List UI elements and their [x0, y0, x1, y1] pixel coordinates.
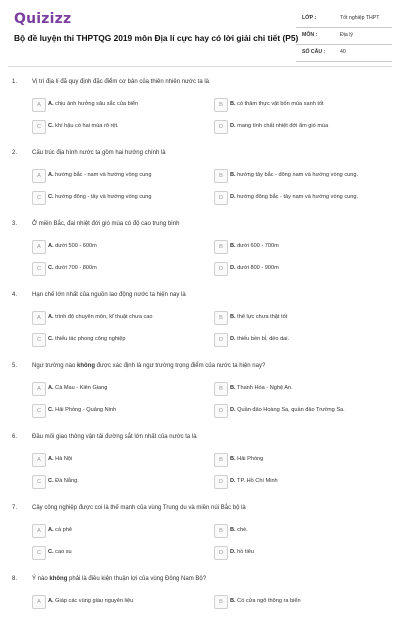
- option-d[interactable]: [214, 546, 384, 560]
- option-letter-badge: D: [214, 475, 228, 489]
- question-text: [32, 292, 382, 298]
- option-text: [48, 478, 220, 484]
- question-2: [0, 147, 400, 218]
- option-body: Thanh Hóa - Nghệ An.: [237, 385, 293, 391]
- question-text: [32, 434, 382, 440]
- question-6: [0, 431, 400, 502]
- option-letter: D.: [230, 265, 236, 271]
- option-body: có thảm thực vật bốn mùa xanh tốt: [237, 101, 324, 107]
- question-number: 2.: [12, 150, 18, 156]
- option-text: [48, 598, 220, 604]
- option-a[interactable]: [32, 169, 202, 183]
- option-body: dưới 700 - 800m: [55, 265, 97, 271]
- question-number: 4.: [12, 292, 18, 298]
- meta-value: 40: [340, 49, 346, 55]
- option-letter-badge: B: [214, 524, 228, 538]
- option-text: [230, 598, 400, 604]
- option-body: mang tính chất nhiệt đới ẩm gió mùa: [237, 123, 329, 129]
- option-c[interactable]: [32, 262, 202, 276]
- option-letter-badge: A: [32, 169, 46, 183]
- option-text: [48, 385, 220, 391]
- option-text: [48, 314, 220, 320]
- option-text: [230, 478, 400, 484]
- meta-value: Tốt nghiệp THPT: [340, 15, 380, 21]
- option-text: [230, 314, 400, 320]
- option-body: hướng đông bắc - tây nam và hướng vòng cung.: [237, 194, 359, 200]
- option-letter: D.: [230, 407, 236, 413]
- meta-label: MÔN :: [302, 32, 318, 38]
- option-body: Hải Phòng - Quảng Ninh: [55, 407, 117, 413]
- worksheet-meta: [296, 12, 392, 63]
- quizizz-logo: Quizizz: [14, 11, 72, 27]
- worksheet-title: Bộ đề luyện thi THPTQG 2019 môn Địa lí cực hay có lời giải chi tiết (P5): [14, 33, 299, 43]
- question-text: [32, 576, 382, 582]
- option-body: cà phê: [55, 527, 72, 533]
- question-emphasis: không: [77, 363, 95, 369]
- question-number: 1.: [12, 79, 18, 85]
- question-number: 6.: [12, 434, 18, 440]
- option-letter: B.: [230, 243, 236, 249]
- option-letter: C.: [48, 336, 54, 342]
- option-letter-badge: B: [214, 240, 228, 254]
- option-letter-badge: A: [32, 595, 46, 609]
- meta-row-subject: [296, 29, 392, 45]
- option-letter-badge: C: [32, 546, 46, 560]
- option-letter-badge: C: [32, 191, 46, 205]
- option-letter-badge: C: [32, 404, 46, 418]
- option-c[interactable]: [32, 546, 202, 560]
- option-letter-badge: B: [214, 453, 228, 467]
- option-letter-badge: A: [32, 453, 46, 467]
- option-letter: A.: [48, 314, 54, 320]
- option-body: hướng tây bắc - đông nam và hướng vòng cung.: [237, 172, 359, 178]
- question-text-part: Đầu mối giao thông vận tải đường sắt lớn nhất của nước ta là: [32, 434, 197, 440]
- question-7: [0, 502, 400, 573]
- option-letter-badge: C: [32, 262, 46, 276]
- option-b[interactable]: [214, 240, 384, 254]
- question-text-part: Hạn chế lớn nhất của nguồn lao động nước ta hiện nay là: [32, 292, 186, 298]
- option-b[interactable]: [214, 453, 384, 467]
- option-letter-badge: D: [214, 191, 228, 205]
- option-a[interactable]: [32, 240, 202, 254]
- option-text: [230, 407, 400, 413]
- option-letter-badge: C: [32, 333, 46, 347]
- option-letter: B.: [230, 456, 236, 462]
- option-text: [48, 456, 220, 462]
- option-letter: B.: [230, 385, 236, 391]
- meta-row-question-count: [296, 46, 392, 62]
- option-body: TP. Hồ Chí Minh: [237, 478, 278, 484]
- option-letter: B.: [230, 101, 236, 107]
- option-text: [48, 123, 220, 129]
- option-b[interactable]: [214, 98, 384, 112]
- option-text: [48, 407, 220, 413]
- option-body: thiếu bền bỉ, dẻo dai.: [237, 336, 290, 342]
- option-body: hồ tiêu: [237, 549, 254, 555]
- question-1: [0, 76, 400, 147]
- option-letter-badge: A: [32, 524, 46, 538]
- option-body: cao su: [55, 549, 72, 555]
- question-5: [0, 360, 400, 431]
- option-letter: B.: [230, 172, 236, 178]
- option-text: [230, 336, 400, 342]
- option-letter-badge: D: [214, 333, 228, 347]
- option-letter-badge: A: [32, 98, 46, 112]
- question-text-part: Vị trí địa lí đã quy định đặc điểm cơ bản của thiên nhiên nước ta là: [32, 79, 209, 85]
- question-text: [32, 79, 382, 85]
- option-b[interactable]: [214, 524, 384, 538]
- option-body: dưới 500 - 600m: [55, 243, 97, 249]
- option-body: Giáp các vùng giàu nguyên liệu: [55, 598, 134, 604]
- option-body: trình độ chuyên môn, kĩ thuật chưa cao: [55, 314, 153, 320]
- option-letter-badge: D: [214, 546, 228, 560]
- option-letter: D.: [230, 194, 236, 200]
- option-body: dưới 800 - 900m: [237, 265, 279, 271]
- question-number: 5.: [12, 363, 18, 369]
- option-letter: C.: [48, 265, 54, 271]
- option-text: [48, 549, 220, 555]
- option-body: thiếu tác phong công nghiệp: [55, 336, 126, 342]
- option-letter-badge: B: [214, 595, 228, 609]
- question-text: [32, 150, 382, 156]
- option-letter: C.: [48, 407, 54, 413]
- question-text: [32, 363, 382, 369]
- question-text-part: Ý nào: [32, 576, 50, 582]
- option-body: hướng bắc - nam và hướng vòng cung: [55, 172, 152, 178]
- meta-row-class: [296, 12, 392, 28]
- option-body: Có cửa ngõ thông ra biển: [237, 598, 301, 604]
- option-letter-badge: B: [214, 98, 228, 112]
- header-divider: [8, 66, 392, 67]
- option-text: [230, 456, 400, 462]
- option-text: [230, 123, 400, 129]
- option-text: [230, 194, 400, 200]
- option-text: [230, 172, 400, 178]
- option-letter: C.: [48, 194, 54, 200]
- option-text: [230, 527, 400, 533]
- question-text-part: Ngư trường nào: [32, 363, 77, 369]
- question-number: 7.: [12, 505, 18, 511]
- worksheet-header: [0, 0, 400, 60]
- option-text: [230, 265, 400, 271]
- option-letter: C.: [48, 549, 54, 555]
- option-letter-badge: D: [214, 404, 228, 418]
- option-letter-badge: C: [32, 475, 46, 489]
- option-letter-badge: B: [214, 311, 228, 325]
- question-text: [32, 505, 382, 511]
- option-body: Hải Phòng: [237, 456, 264, 462]
- option-d[interactable]: [214, 333, 384, 347]
- meta-value: Địa lý: [340, 32, 353, 38]
- question-text-part: Cây công nghiệp được coi là thế mạnh của vùng Trung du và miền núi Bắc bộ là: [32, 505, 246, 511]
- option-a[interactable]: [32, 382, 202, 396]
- option-letter: D.: [230, 336, 236, 342]
- option-body: dưới 600 - 700m: [237, 243, 279, 249]
- option-letter: A.: [48, 456, 54, 462]
- option-text: [48, 527, 220, 533]
- option-b[interactable]: [214, 311, 384, 325]
- option-text: [230, 243, 400, 249]
- question-text-part: phải là điều kiện thuận lợi của vùng Đông Nam Bộ?: [67, 576, 207, 582]
- question-list: [0, 76, 400, 644]
- option-a[interactable]: [32, 311, 202, 325]
- option-letter-badge: D: [214, 120, 228, 134]
- option-a[interactable]: [32, 524, 202, 538]
- option-c[interactable]: [32, 333, 202, 347]
- question-number: 8.: [12, 576, 18, 582]
- option-body: Cà Mau - Kiên Giang: [55, 385, 108, 391]
- option-body: chịu ảnh hưởng sâu sắc của biển: [55, 101, 139, 107]
- option-letter: C.: [48, 123, 54, 129]
- option-body: khí hậu có hai mùa rõ rệt.: [55, 123, 119, 129]
- question-8: [0, 573, 400, 644]
- option-letter: D.: [230, 478, 236, 484]
- question-text: [32, 221, 382, 227]
- option-letter: A.: [48, 243, 54, 249]
- option-b[interactable]: [214, 169, 384, 183]
- option-text: [230, 101, 400, 107]
- option-letter-badge: C: [32, 120, 46, 134]
- option-body: chè.: [237, 527, 248, 533]
- option-a[interactable]: [32, 595, 202, 609]
- option-letter: B.: [230, 527, 236, 533]
- option-letter-badge: A: [32, 382, 46, 396]
- option-c[interactable]: [32, 475, 202, 489]
- option-letter-badge: A: [32, 240, 46, 254]
- meta-label: LỚP :: [302, 15, 317, 21]
- option-c[interactable]: [32, 191, 202, 205]
- option-letter: C.: [48, 478, 54, 484]
- option-body: Đà Nẵng.: [55, 478, 79, 484]
- option-d[interactable]: [214, 120, 384, 134]
- option-body: Hà Nội: [55, 456, 73, 462]
- option-text: [48, 101, 220, 107]
- option-letter: A.: [48, 172, 54, 178]
- question-text-part: được xác định là ngư trường trọng điểm của nước ta hiện nay?: [95, 363, 266, 369]
- option-letter: B.: [230, 598, 236, 604]
- option-text: [48, 172, 220, 178]
- option-b[interactable]: [214, 382, 384, 396]
- option-letter: A.: [48, 527, 54, 533]
- option-letter: D.: [230, 123, 236, 129]
- question-text-part: Cấu trúc địa hình nước ta gồm hai hướng chính là: [32, 150, 166, 156]
- option-letter: D.: [230, 549, 236, 555]
- option-d[interactable]: [214, 262, 384, 276]
- option-d[interactable]: [214, 191, 384, 205]
- meta-label: SỐ CÂU :: [302, 49, 326, 55]
- question-3: [0, 218, 400, 289]
- option-b[interactable]: [214, 595, 384, 609]
- option-letter: B.: [230, 314, 236, 320]
- option-c[interactable]: [32, 404, 202, 418]
- option-letter: A.: [48, 101, 54, 107]
- option-body: Quần đảo Hoàng Sa, quần đảo Trường Sa.: [237, 407, 345, 413]
- question-number: 3.: [12, 221, 18, 227]
- option-a[interactable]: [32, 453, 202, 467]
- option-text: [230, 549, 400, 555]
- option-text: [48, 243, 220, 249]
- option-body: thể lực chưa thật tốt: [237, 314, 288, 320]
- question-emphasis: không: [49, 576, 68, 582]
- option-a[interactable]: [32, 98, 202, 112]
- option-text: [230, 385, 400, 391]
- option-letter: A.: [48, 598, 54, 604]
- option-text: [48, 336, 220, 342]
- option-letter-badge: A: [32, 311, 46, 325]
- question-4: [0, 289, 400, 360]
- option-d[interactable]: [214, 475, 384, 489]
- option-c[interactable]: [32, 120, 202, 134]
- option-text: [48, 265, 220, 271]
- option-d[interactable]: [214, 404, 384, 418]
- option-letter: A.: [48, 385, 54, 391]
- option-text: [48, 194, 220, 200]
- option-letter-badge: B: [214, 382, 228, 396]
- question-text-part: Ở miền Bắc, đai nhiệt đới gió mùa có độ cao trung bình: [32, 221, 180, 227]
- option-letter-badge: B: [214, 169, 228, 183]
- option-body: hướng đông - tây và hướng vòng cung: [55, 194, 152, 200]
- option-letter-badge: D: [214, 262, 228, 276]
